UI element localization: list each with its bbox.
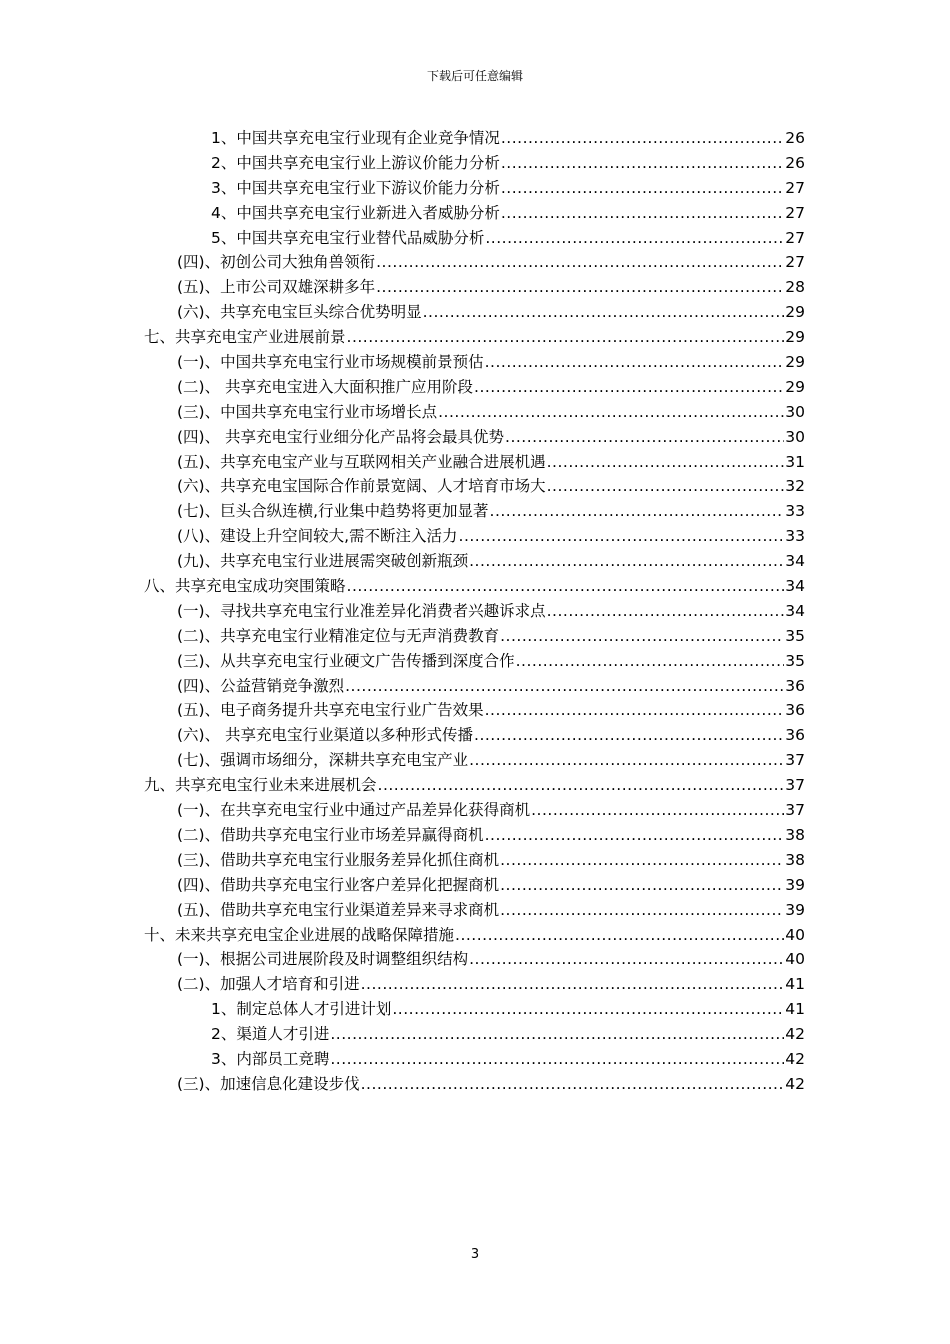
toc-entry-title: 1、中国共享充电宝行业现有企业竞争情况 (211, 129, 500, 147)
toc-entry[interactable] (144, 1072, 805, 1097)
toc-entry[interactable] (144, 873, 805, 898)
toc-entry-page: 39 (785, 875, 805, 894)
toc-dot-leader (361, 1072, 785, 1097)
toc-dot-leader (392, 997, 784, 1022)
toc-entry-page: 29 (785, 328, 805, 347)
toc-entry-title: (二)、 共享充电宝进入大面积推广应用阶段 (177, 377, 474, 396)
toc-dot-leader (347, 325, 785, 350)
toc-entry[interactable] (144, 201, 805, 226)
toc-entry-title: (三)、从共享充电宝行业硬文广告传播到深度合作 (177, 651, 515, 670)
toc-entry[interactable] (144, 923, 805, 948)
table-of-contents (144, 126, 805, 1097)
toc-entry[interactable] (144, 126, 805, 151)
toc-entry[interactable] (144, 450, 805, 475)
toc-entry-page: 26 (785, 129, 805, 147)
page-number: 3 (470, 1247, 480, 1262)
toc-entry-page: 32 (785, 477, 805, 496)
toc-entry[interactable] (144, 898, 805, 923)
toc-entry-page: 27 (785, 253, 805, 272)
toc-dot-leader (378, 773, 785, 798)
toc-entry[interactable] (144, 400, 805, 425)
toc-entry-page: 41 (785, 975, 805, 994)
toc-entry[interactable] (144, 474, 805, 499)
toc-entry[interactable] (144, 947, 805, 972)
toc-entry-page: 31 (785, 452, 805, 471)
toc-dot-leader (474, 375, 784, 400)
toc-entry-title: (三)、中国共享充电宝行业市场增长点 (177, 402, 438, 421)
toc-entry-page: 36 (785, 726, 805, 745)
toc-entry-title: (四)、初创公司大独角兽领衔 (177, 253, 376, 272)
toc-entry-title: (八)、建设上升空间较大,需不断注入活力 (177, 527, 458, 546)
toc-dot-leader (501, 151, 784, 176)
toc-dot-leader (501, 201, 784, 226)
toc-entry[interactable] (144, 1047, 805, 1072)
toc-dot-leader (516, 649, 785, 674)
toc-entry-title: 八、共享充电宝成功突围策略 (144, 577, 346, 596)
toc-entry-page: 35 (785, 626, 805, 645)
toc-entry-title: (三)、加速信息化建设步伐 (177, 1074, 360, 1093)
toc-dot-leader (547, 599, 785, 624)
toc-dot-leader (345, 674, 784, 699)
toc-dot-leader (469, 947, 784, 972)
toc-entry-title: (二)、加强人才培育和引进 (177, 975, 360, 994)
toc-dot-leader (500, 624, 784, 649)
toc-entry[interactable] (144, 972, 805, 997)
toc-entry[interactable] (144, 773, 805, 798)
toc-entry[interactable] (144, 848, 805, 873)
toc-dot-leader (485, 226, 784, 251)
toc-entry-page: 34 (785, 601, 805, 620)
toc-dot-leader (505, 425, 784, 450)
toc-entry[interactable] (144, 275, 805, 300)
toc-dot-leader (376, 250, 784, 275)
toc-entry-title: 5、中国共享充电宝行业替代品威胁分析 (211, 228, 485, 247)
toc-entry-title: (七)、强调市场细分，深耕共享充电宝产业 (177, 751, 469, 770)
toc-entry-title: (五)、上市公司双雄深耕多年 (177, 278, 376, 297)
toc-entry-page: 27 (785, 228, 805, 247)
toc-entry-page: 42 (785, 1049, 805, 1068)
toc-dot-leader (469, 549, 784, 574)
toc-entry-page: 37 (785, 801, 805, 820)
toc-entry-title: 九、共享充电宝行业未来进展机会 (144, 776, 377, 795)
toc-entry-page: 30 (785, 427, 805, 446)
toc-entry-title: (一)、根据公司进展阶段及时调整组织结构 (177, 950, 469, 969)
toc-dot-leader (485, 698, 785, 723)
toc-dot-leader (500, 898, 784, 923)
toc-dot-leader (547, 474, 785, 499)
toc-entry-title: (二)、借助共享充电宝行业市场差异赢得商机 (177, 825, 484, 844)
toc-entry-title: 2、中国共享充电宝行业上游议价能力分析 (211, 153, 500, 172)
toc-dot-leader (459, 524, 785, 549)
toc-entry[interactable] (144, 176, 805, 201)
toc-entry-page: 29 (785, 377, 805, 396)
toc-entry[interactable] (144, 549, 805, 574)
toc-entry-title: (六)、 共享充电宝行业渠道以多种形式传播 (177, 726, 474, 745)
toc-entry-page: 42 (785, 1025, 805, 1044)
toc-entry-page: 38 (785, 825, 805, 844)
toc-entry-page: 29 (785, 303, 805, 322)
toc-entry-page: 27 (785, 203, 805, 222)
toc-entry-title: (七)、巨头合纵连横,行业集中趋势将更加显著 (177, 502, 489, 521)
toc-dot-leader (361, 972, 785, 997)
toc-entry-page: 28 (785, 278, 805, 297)
toc-entry-title: (五)、电子商务提升共享充电宝行业广告效果 (177, 701, 484, 720)
toc-dot-leader (347, 574, 785, 599)
toc-entry-title: (四)、借助共享充电宝行业客户差异化把握商机 (177, 875, 500, 894)
toc-entry[interactable] (144, 499, 805, 524)
toc-entry-page: 34 (785, 577, 805, 596)
toc-entry[interactable] (144, 574, 805, 599)
toc-entry-title: 3、内部员工竞聘 (211, 1049, 330, 1068)
toc-entry[interactable] (144, 674, 805, 699)
toc-dot-leader (501, 126, 784, 151)
toc-entry[interactable] (144, 698, 805, 723)
toc-entry-page: 39 (785, 900, 805, 919)
toc-dot-leader (455, 923, 784, 948)
toc-dot-leader (500, 873, 784, 898)
toc-entry-page: 35 (785, 651, 805, 670)
toc-dot-leader (376, 275, 784, 300)
toc-entry-title: 4、中国共享充电宝行业新进入者威胁分析 (211, 203, 500, 222)
toc-entry-title: (一)、中国共享充电宝行业市场规模前景预估 (177, 353, 484, 372)
toc-dot-leader (500, 848, 784, 873)
toc-entry[interactable] (144, 823, 805, 848)
toc-entry[interactable] (144, 798, 805, 823)
toc-dot-leader (547, 450, 785, 475)
toc-entry[interactable] (144, 1022, 805, 1047)
toc-entry-page: 36 (785, 701, 805, 720)
toc-entry[interactable] (144, 524, 805, 549)
toc-entry[interactable] (144, 300, 805, 325)
toc-entry-page: 42 (785, 1074, 805, 1093)
toc-entry-title: (二)、共享充电宝行业精准定位与无声消费教育 (177, 626, 500, 645)
toc-entry[interactable] (144, 226, 805, 251)
toc-entry-title: (五)、共享充电宝产业与互联网相关产业融合进展机遇 (177, 452, 546, 471)
toc-entry[interactable] (144, 624, 805, 649)
toc-entry-page: 38 (785, 850, 805, 869)
toc-entry-title: (四)、公益营销竞争激烈 (177, 676, 345, 695)
toc-entry-page: 34 (785, 552, 805, 571)
toc-entry-page: 29 (785, 353, 805, 372)
toc-entry-title: (四)、 共享充电宝行业细分化产品将会最具优势 (177, 427, 505, 446)
toc-dot-leader (330, 1047, 784, 1072)
toc-entry-title: 七、共享充电宝产业进展前景 (144, 328, 346, 347)
toc-entry-title: (六)、共享充电宝巨头综合优势明显 (177, 303, 422, 322)
toc-entry[interactable] (144, 250, 805, 275)
toc-entry-page: 36 (785, 676, 805, 695)
toc-dot-leader (330, 1022, 784, 1047)
page-header: 下载后可任意编辑 (426, 69, 523, 83)
toc-dot-leader (438, 400, 784, 425)
toc-entry[interactable] (144, 350, 805, 375)
toc-entry-title: (三)、借助共享充电宝行业服务差异化抓住商机 (177, 850, 500, 869)
toc-entry[interactable] (144, 997, 805, 1022)
toc-dot-leader (501, 176, 784, 201)
toc-entry-title: (五)、借助共享充电宝行业渠道差异来寻求商机 (177, 900, 500, 919)
toc-entry-title: (六)、共享充电宝国际合作前景宽阔、人才培育市场大 (177, 477, 546, 496)
toc-entry[interactable] (144, 375, 805, 400)
toc-entry-page: 33 (785, 527, 805, 546)
toc-dot-leader (531, 798, 784, 823)
toc-entry-title: 1、制定总体人才引进计划 (211, 1000, 392, 1019)
toc-dot-leader (485, 823, 785, 848)
toc-entry[interactable] (144, 599, 805, 624)
toc-entry-page: 27 (785, 178, 805, 197)
toc-entry[interactable] (144, 649, 805, 674)
toc-entry-title: 3、中国共享充电宝行业下游议价能力分析 (211, 178, 500, 197)
toc-dot-leader (423, 300, 785, 325)
toc-entry[interactable] (144, 325, 805, 350)
toc-entry-page: 40 (785, 950, 805, 969)
toc-dot-leader (485, 350, 785, 375)
toc-entry-title: 十、未来共享充电宝企业进展的战略保障措施 (144, 925, 455, 944)
toc-entry-title: (一)、寻找共享充电宝行业准差异化消费者兴趣诉求点 (177, 601, 546, 620)
toc-entry-page: 41 (785, 1000, 805, 1019)
toc-entry-title: (一)、在共享充电宝行业中通过产品差异化获得商机 (177, 801, 531, 820)
toc-entry[interactable] (144, 425, 805, 450)
toc-dot-leader (469, 748, 784, 773)
toc-entry-page: 26 (785, 153, 805, 172)
toc-entry[interactable] (144, 748, 805, 773)
toc-dot-leader (490, 499, 785, 524)
toc-entry-page: 30 (785, 402, 805, 421)
toc-entry-page: 40 (785, 925, 805, 944)
toc-entry[interactable] (144, 151, 805, 176)
toc-entry[interactable] (144, 723, 805, 748)
toc-entry-page: 33 (785, 502, 805, 521)
toc-entry-title: 2、渠道人才引进 (211, 1025, 330, 1044)
toc-entry-title: (九)、共享充电宝行业进展需突破创新瓶颈 (177, 552, 469, 571)
toc-dot-leader (474, 723, 784, 748)
toc-entry-page: 37 (785, 776, 805, 795)
toc-entry-page: 37 (785, 751, 805, 770)
